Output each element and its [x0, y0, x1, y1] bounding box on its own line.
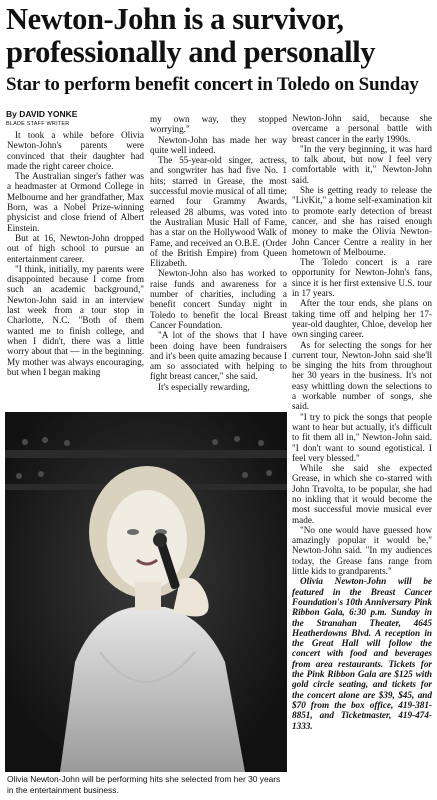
paragraph: The 55-year-old singer, actress, and songwriter has had five No. 1 hits; starred in Grease, the most successful movie musical of all time; earned four Grammy Awards, released 28 albums, was voted into the Australian Music Hall of Fame, has a star on the Hollywood Walk of Fame, and received an O.B.E. (Order of the British Empire) from Queen Elizabeth.: [150, 155, 287, 269]
byline-author: By DAVID YONKE: [6, 109, 78, 119]
headline: Newton-John is a survivor, professionally and personally: [6, 2, 376, 69]
article-photo: [5, 412, 287, 772]
paragraph: Newton-John also has worked to raise funds and awareness for a number of charities, including a benefit concert Sunday night in Toledo to benefit the local Breast Cancer Foundation.: [150, 268, 287, 330]
paragraph: "A lot of the shows that I have been doing have been fundraisers and it's been quite amazing because I am so associated with helping to fight breast cancer," she said.: [150, 330, 287, 382]
subheadline: Star to perform benefit concert in Toledo on Sunday: [6, 74, 419, 95]
paragraph: As for selecting the songs for her current tour, Newton-John said she'll be singing the hits from throughout her 30 years in the business. It's not easy whittling down the selections to a workable number of songs, she said.: [292, 339, 432, 412]
paragraph: But at 16, Newton-John dropped out of high school to pursue an entertainment career.: [7, 232, 144, 264]
paragraph: She is getting ready to release the "LivKit," a home self-examination kit to promote early detection of breast cancer, and she has raised enough money to make the Olivia Newton-John Cancer Centre a reality in her hometown of Melbourne.: [292, 185, 432, 257]
paragraph: "No one would have guessed how amazingly popular it would be," Newton-John said. "In my audiences today, the Grease fans range from little kids to grandparents.": [292, 524, 432, 577]
paragraph: "In the very beginning, it was hard to talk about, but now I feel very comfortable with it," Newton-John said.: [292, 143, 432, 185]
byline-desk: BLADE STAFF WRITER: [6, 121, 70, 127]
paragraph: After the tour ends, she plans on taking time off and helping her 17-year-old daughter, Chloe, develop her own singing career.: [292, 298, 432, 340]
paragraph: It took a while before Olivia Newton-John's parents were convinced that their daughter had made the right career choice.: [7, 130, 144, 171]
article-column-3: [292, 113, 432, 731]
byline: [6, 109, 146, 128]
event-info-box: Olivia Newton-John will be featured in the Breast Cancer Foundation's 10th Anniversary Pink Ribbon Gala, 6:30 p.m. Sunday in the Stranahan Theater, 4645 Heatherdowns Blvd. A reception in the Great Hall will follow the concert with food and beverages from area restaurants. Tickets for the Pink Ribbon Gala are $125 with gold circle seating, and tickets for the concert alone are $39, $45, and $70 from the box office, 419-381-8851, and Ticketmaster, 419-474-1333.: [292, 576, 432, 731]
paragraph: The Australian singer's father was a headmaster at Ormond College in Melbourne and her grandfather, Max Born, was a Nobel Prize-winning physicist and close friend of Albert Einstein.: [7, 171, 144, 233]
paragraph: my own way, they stopped worrying.": [150, 114, 287, 135]
paragraph: Newton-John said, because she overcame a personal battle with breast cancer in the early 1990s.: [292, 113, 432, 144]
paragraph: It's especially rewarding,: [158, 381, 250, 392]
paragraph: The Toledo concert is a rare opportunity for Newton-John's fans, since it is her first extensive U.S. tour in 17 years.: [292, 257, 432, 299]
article-column-2: [150, 114, 287, 392]
paragraph: "I think, initially, my parents were disappointed because I come from such an academic background," Newton-John said in an interview last week from a tour stop in Charlotte, N.C. "Both of them wanted me to finish college, and when I didn't, there was a little worry about that — in the beginning. My mother was always encouraging, but when I began making: [7, 263, 144, 377]
singer-photo-illustration: [5, 412, 287, 772]
paragraph: While she said she expected Grease, in which she co-starred with John Travolta, to be popular, she had no inkling that it would become the most successful movie musical ever made.: [292, 463, 432, 525]
article-column-1: [7, 130, 144, 377]
photo-caption: Olivia Newton-John will be performing hits she selected from her 30 years in the entertainment business.: [7, 774, 281, 795]
paragraph: "I try to pick the songs that people want to hear but actually, it's difficult to fit them all in," Newton-John said. "I don't want to sound egotistical. I feel very blessed.": [292, 411, 432, 463]
paragraph: Newton-John has made her way quite well indeed.: [150, 134, 287, 155]
